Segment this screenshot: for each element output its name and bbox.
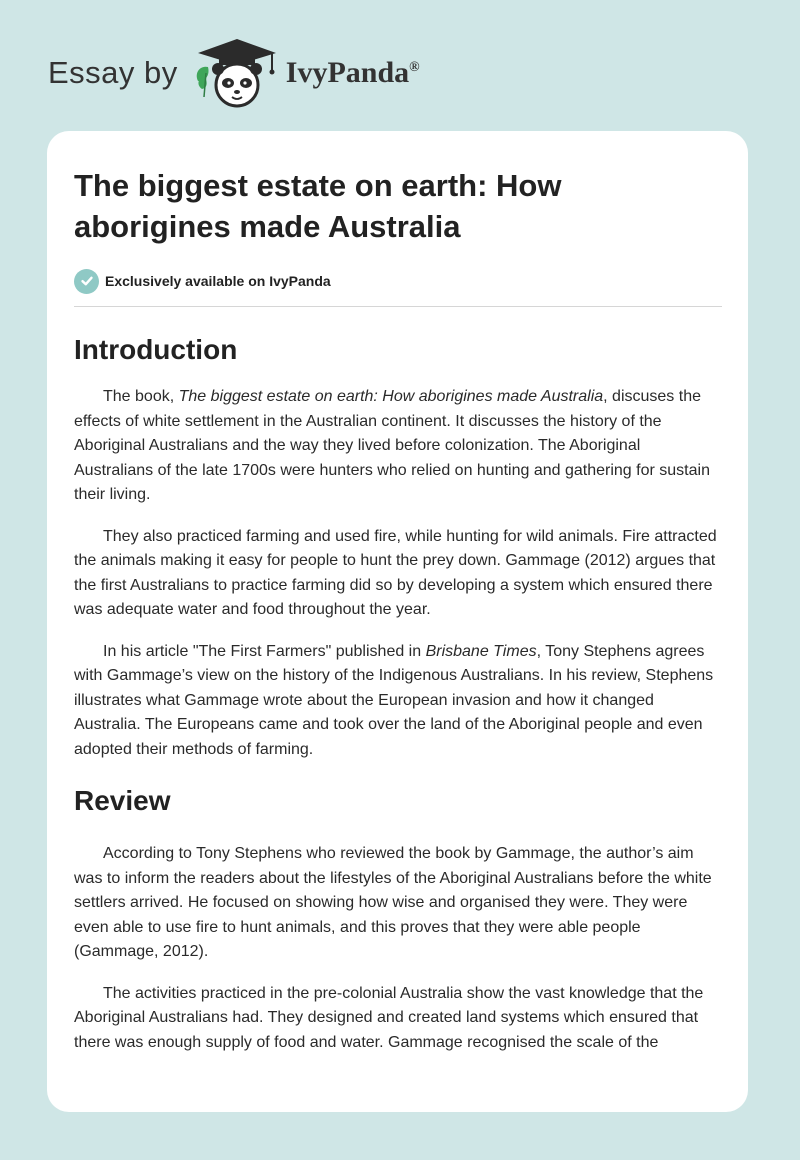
paragraph: The activities practiced in the pre-colonial Australia show the vast knowledge that the Aboriginal Australians had. They designed and created land systems which ensured that there was enough supply of food and water. Gammage recognised the scale of the: [74, 984, 704, 1051]
paragraph: The book, The biggest estate on earth: How aborigines made Australia, discuses the effects of white settlement in the Australian continent. It discusses the history of the Aboriginal Australians and the way they lived before colonization. The Aboriginal Australians of the late 1700s were hunters who relied on hunting and gathering for sustain their living.: [74, 388, 710, 503]
section-review: [74, 784, 722, 1055]
panda-graduate-icon: [192, 37, 282, 109]
section-heading: Introduction: [74, 334, 238, 365]
exclusive-badge: [74, 268, 722, 294]
essay-content: [74, 165, 722, 1055]
essay-title: The biggest estate on earth: How aborigines made Australia: [74, 168, 562, 244]
paragraph: According to Tony Stephens who reviewed the book by Gammage, the author’s aim was to inform the readers about the lifestyles of the Aboriginal Australians before the white settlers arrived. He focused on showing how wise and organised they were. They were even able to use fire to hunt animals, and this proves that they were able people (Gammage, 2012).: [74, 845, 712, 960]
check-icon: [74, 269, 99, 294]
exclusive-label: Exclusively available on IvyPanda: [105, 273, 331, 289]
essay-card: [47, 131, 748, 1112]
paragraph: They also practiced farming and used fire, while hunting for wild animals. Fire attracted the animals making it easy for people to hunt the prey down. Gammage (2012) argues that the first Australians to practice farming did so by developing a system which ensured there was adequate water and food throughout the year.: [74, 527, 717, 618]
site-header: [48, 38, 508, 108]
paragraph: In his article "The First Farmers" published in Brisbane Times, Tony Stephens agrees with Gammage’s view on the history of the Indigenous Australians. In his review, Stephens illustrates what Gammage wrote about the European invasion and how it changed Australia. The Europeans came and took over the land of the Aboriginal people and even adopted their methods of farming.: [74, 642, 714, 758]
section-heading: Review: [74, 785, 171, 816]
section-introduction: [74, 333, 722, 762]
divider: [74, 306, 722, 307]
brand-prefix: Essay by: [48, 55, 178, 90]
brand-name: IvyPanda®: [285, 56, 420, 89]
